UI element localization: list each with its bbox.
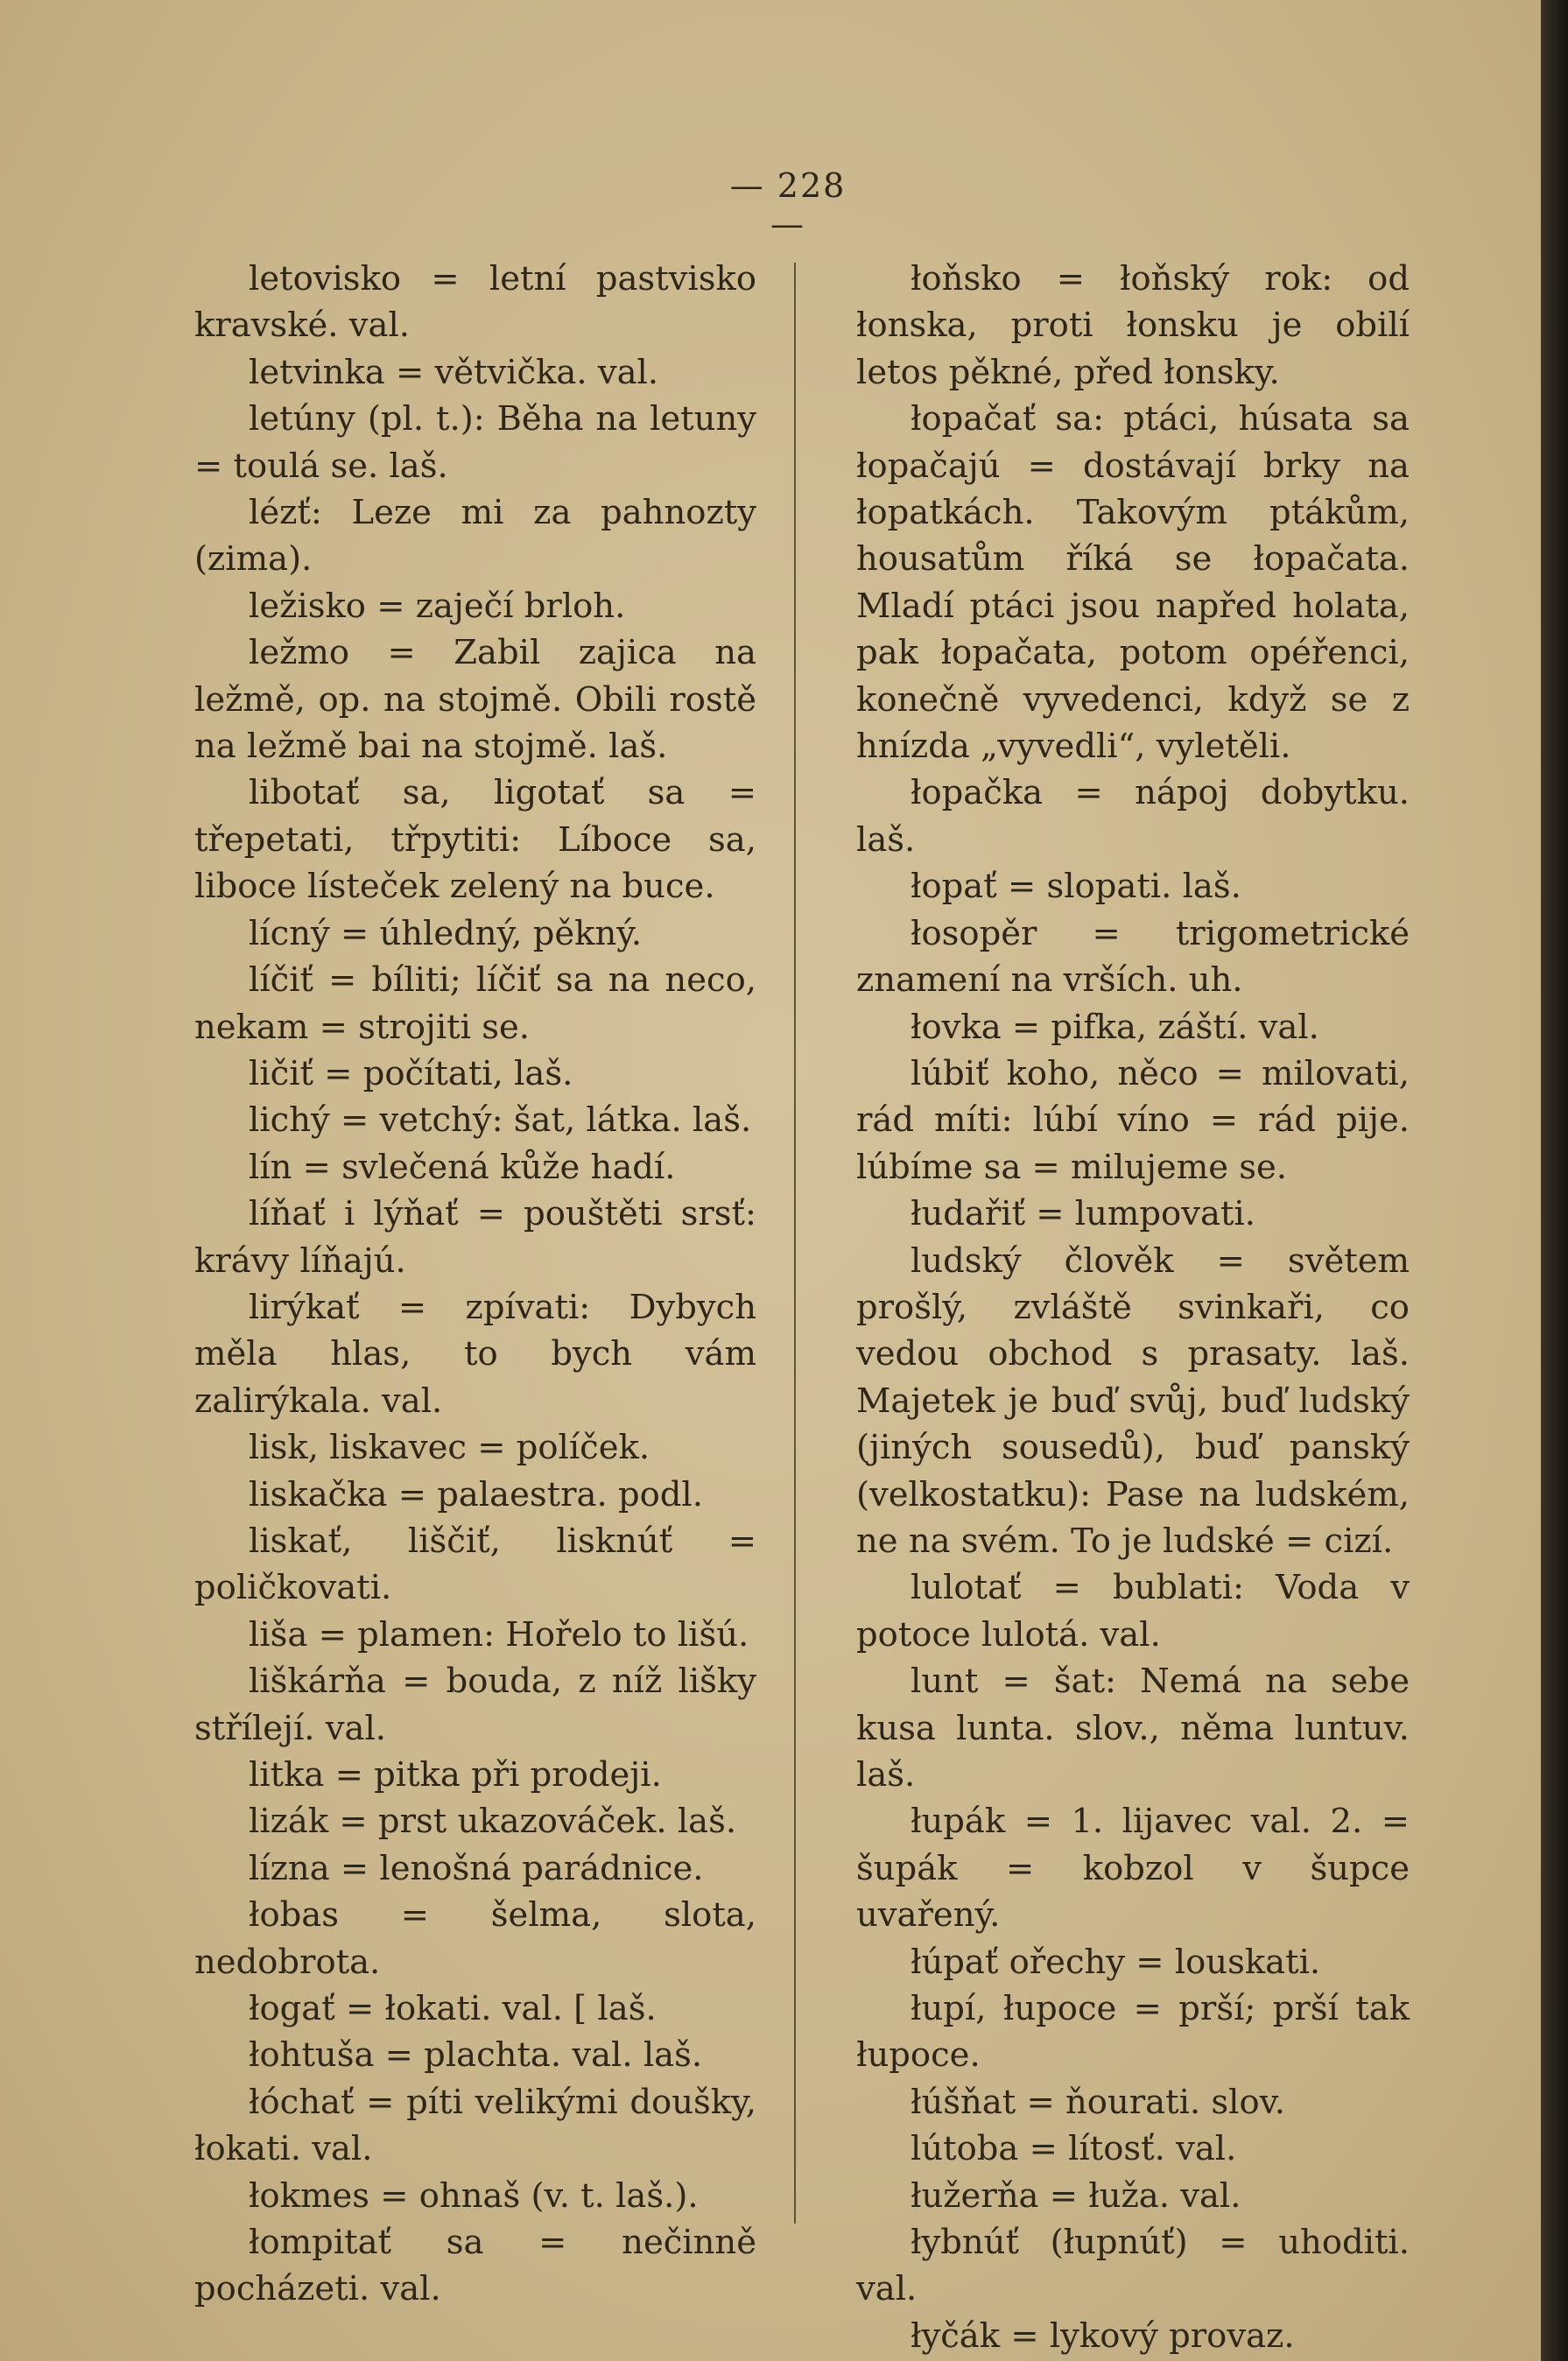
dictionary-entry: łopačka = nápoj dobytku. laš. (856, 773, 1410, 860)
dictionary-entry: lúbiť koho, něco = milovati, rád míti: lúbí víno = rád pije. lúbíme sa = milujeme se. (856, 1053, 1410, 1187)
book-edge (1541, 0, 1568, 2361)
dictionary-entry: łóchať = píti velikými doušky, łokati. val. (194, 2082, 756, 2169)
dictionary-entry: letúny (pl. t.): Běha na letuny = toulá se. laš. (194, 399, 756, 486)
dictionary-entry: ležmo = Zabil zajica na ležmě, op. na stojmě. Obili rostě na ležmě bai na stojmě. laš. (194, 633, 756, 767)
dictionary-entry: łobas = šelma, slota, nedobrota. (194, 1895, 756, 1982)
dictionary-entry: lunt = šat: Nemá na sebe kusa lunta. slov., něma luntuv. laš. (856, 1662, 1410, 1795)
dictionary-entry: łužerňa = łuža. val. (911, 2175, 1241, 2216)
dictionary-entry: łovka = pifka, záští. val. (911, 1007, 1319, 1047)
dictionary-entry: lín = svlečená kůže hadí. (249, 1147, 676, 1187)
dictionary-entry: łogať = łokati. val. [ laš. (249, 1989, 657, 2029)
dictionary-entry: lizák = prst ukazováček. laš. (249, 1802, 737, 1842)
left-column (194, 256, 756, 2313)
dictionary-entry: lícný = úhledný, pěkný. (249, 913, 643, 953)
dictionary-entry: łúšňat = ňourati. slov. (911, 2082, 1286, 2122)
dictionary-entry: lézť: Leze mi za pahnozty (zima). (194, 493, 756, 580)
dictionary-entry: łopačať sa: ptáci, húsata sa łopačajú = dostávají brky na łopatkách. Takovým ptákům, housatům říká se łopačata. Mladí ptáci jsou napřed holata, pak łopačata, potom opéřenci, konečně vyvedenci, když se z hnízda „vyvedli“, vyletěli. (856, 399, 1410, 767)
dictionary-entry: ličiť = počítati, laš. (249, 1053, 573, 1093)
dictionary-entry: łosopěr = trigometrické znamení na vrších. uh. (856, 913, 1410, 1001)
dictionary-entry: lulotať = bublati: Voda v potoce lulotá. val. (856, 1568, 1410, 1655)
dictionary-entry: łoňsko = łoňský rok: od łonska, proti łonsku je obilí letos pěkné, před łonsky. (856, 259, 1410, 392)
dictionary-entry: liskať, liščiť, lisknúť = poličkovati. (194, 1521, 756, 1608)
dictionary-entry: ludský člověk = světem prošlý, zvláště svinkaři, co vedou obchod s prasaty. laš. Majetek je buď svůj, buď ludský (jiných sousedů), buď panský (velkostatku): Pase na ludském, ne na svém. To je ludské = cizí. (856, 1240, 1410, 1561)
dictionary-entry: liskačka = palaestra. podl. (249, 1474, 703, 1514)
dictionary-entry: ležisko = zaječí brloh. (249, 586, 626, 626)
dictionary-entry: lichý = vetchý: šat, látka. laš. (249, 1100, 752, 1141)
dictionary-entry: lisk, liskavec = políček. (249, 1428, 650, 1468)
dictionary-entry: libotať sa, ligotať sa = třepetati, třpytiti: Líboce sa, liboce lísteček zelený na buce. (194, 773, 756, 907)
dictionary-entry: łybnúť (łupnúť) = uhoditi. val. (856, 2223, 1410, 2309)
dictionary-entry: letovisko = letní pastvisko kravské. val. (194, 259, 756, 346)
dictionary-entry: łudařiť = lumpovati. (911, 1194, 1255, 1234)
page-number: — 228 — (729, 166, 847, 243)
right-column (856, 256, 1410, 2359)
dictionary-entry: letvinka = větvička. val. (249, 352, 659, 392)
dictionary-entry: łopať = slopati. laš. (911, 867, 1241, 907)
dictionary-entry: łokmes = ohnaš (v. t. laš.). (249, 2175, 699, 2216)
dictionary-entry: liša = plamen: Hořelo to lišú. (249, 1614, 749, 1655)
dictionary-entry: łyčák = lykový provaz. (911, 2315, 1295, 2356)
dictionary-entry: łompitať sa = nečinně pocházeti. val. (194, 2223, 756, 2309)
column-divider (794, 263, 796, 2224)
dictionary-entry: litka = pitka při prodeji. (249, 1755, 662, 1795)
dictionary-entry: líňať i lýňať = pouštěti srsť: krávy líňajú. (194, 1194, 756, 1281)
dictionary-entry: lízna = lenošná parádnice. (249, 1848, 704, 1888)
dictionary-entry: lirýkať = zpívati: Dybych měla hlas, to bych vám zalirýkala. val. (194, 1287, 756, 1421)
dictionary-entry: líčiť = bíliti; líčiť sa na neco, nekam = strojiti se. (194, 960, 756, 1047)
dictionary-entry: łupí, łupoce = prší; prší tak łupoce. (856, 1989, 1410, 2076)
dictionary-entry: łupák = 1. lijavec val. 2. = šupák = kobzol v šupce uvařený. (856, 1802, 1410, 1936)
dictionary-entry: liškárňa = bouda, z níž lišky střílejí. val. (194, 1662, 756, 1748)
dictionary-entry: łúpať ořechy = louskati. (911, 1942, 1321, 1982)
dictionary-entry: łohtuša = plachta. val. laš. (249, 2035, 703, 2076)
dictionary-entry: lútoba = lítosť. val. (911, 2129, 1237, 2169)
